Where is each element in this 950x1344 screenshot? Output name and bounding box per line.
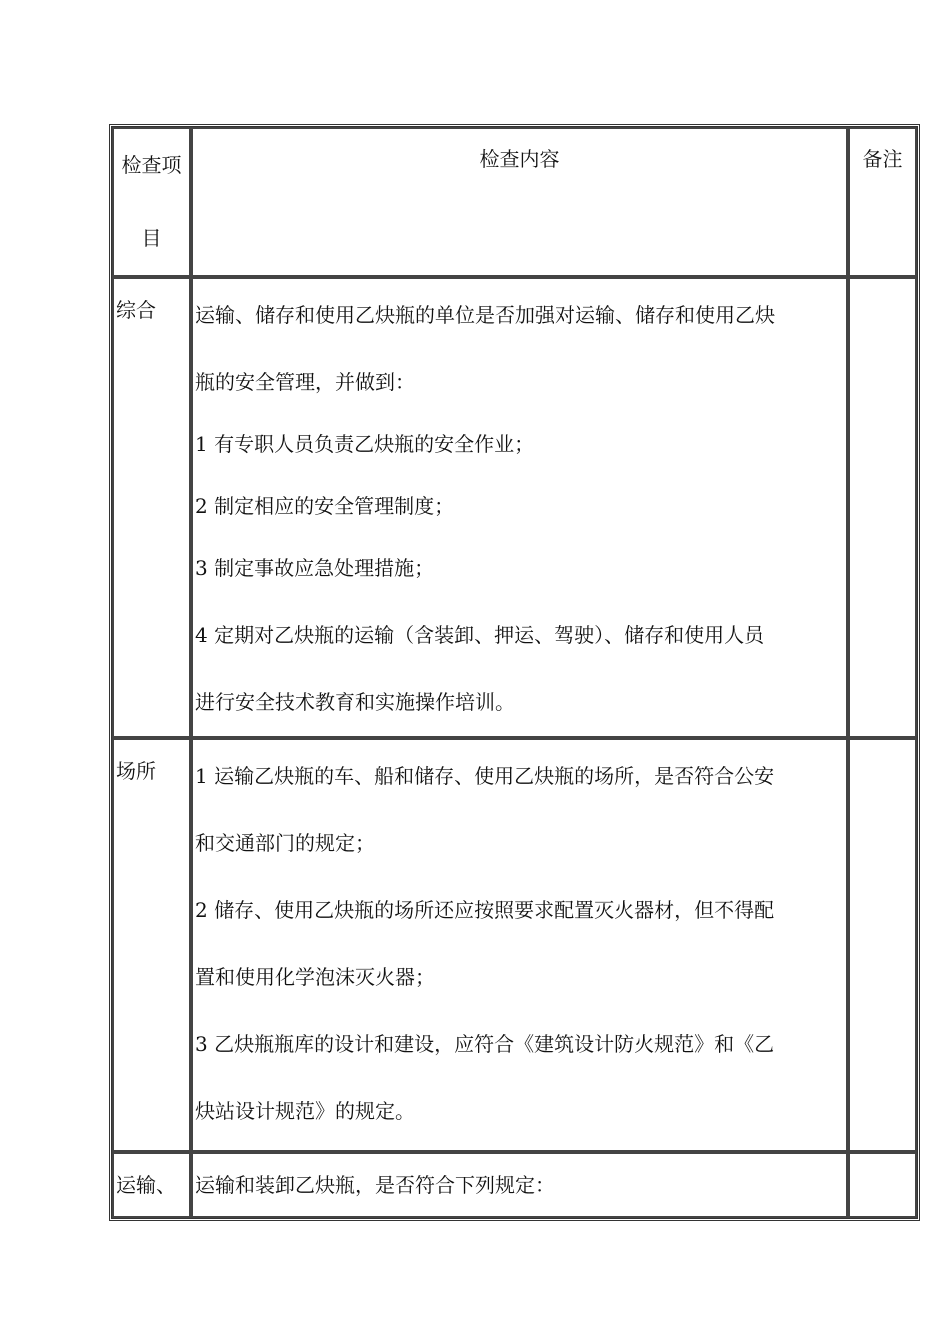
content-line: 进行安全技术教育和实施操作培训。 xyxy=(195,690,515,714)
header-item-line1: 检查项 xyxy=(121,153,182,177)
content-line: 炔站设计规范》的规定。 xyxy=(195,1099,415,1123)
content-line: 运输和装卸乙炔瓶，是否符合下列规定： xyxy=(195,1173,555,1197)
header-item-line2: 目 xyxy=(141,226,162,250)
content-line: 3 乙炔瓶瓶库的设计和建设，应符合《建筑设计防火规范》和《乙 xyxy=(195,1032,775,1056)
content-cell xyxy=(191,277,848,738)
category-cell: 运输、 xyxy=(112,1152,191,1218)
content-cell xyxy=(191,1152,848,1218)
remark-cell xyxy=(848,1152,917,1218)
inspection-table-container xyxy=(109,124,914,1221)
content-line: 2 储存、使用乙炔瓶的场所还应按照要求配置灭火器材，但不得配 xyxy=(195,898,775,922)
table-row xyxy=(112,277,917,738)
header-remark: 备注 xyxy=(848,127,917,277)
content-line: 置和使用化学泡沫灭火器； xyxy=(195,965,435,989)
table-row xyxy=(112,738,917,1152)
inspection-table xyxy=(109,124,920,1221)
category-cell: 场所 xyxy=(112,738,191,1152)
table-row xyxy=(112,1152,917,1218)
content-line: 瓶的安全管理，并做到： xyxy=(195,370,415,394)
content-line: 运输、储存和使用乙炔瓶的单位是否加强对运输、储存和使用乙炔 xyxy=(195,303,775,327)
content-cell xyxy=(191,738,848,1152)
category-cell: 综合 xyxy=(112,277,191,738)
content-line: 3 制定事故应急处理措施； xyxy=(195,556,435,580)
header-item xyxy=(112,127,191,277)
header-content: 检查内容 xyxy=(191,127,848,277)
content-line: 1 运输乙炔瓶的车、船和储存、使用乙炔瓶的场所，是否符合公安 xyxy=(195,764,775,788)
content-line: 2 制定相应的安全管理制度； xyxy=(195,494,455,518)
remark-cell xyxy=(848,738,917,1152)
content-line: 和交通部门的规定； xyxy=(195,831,375,855)
content-line: 4 定期对乙炔瓶的运输（含装卸、押运、驾驶）、储存和使用人员 xyxy=(195,623,765,647)
header-row xyxy=(112,127,917,277)
remark-cell xyxy=(848,277,917,738)
content-line: 1 有专职人员负责乙炔瓶的安全作业； xyxy=(195,432,535,456)
